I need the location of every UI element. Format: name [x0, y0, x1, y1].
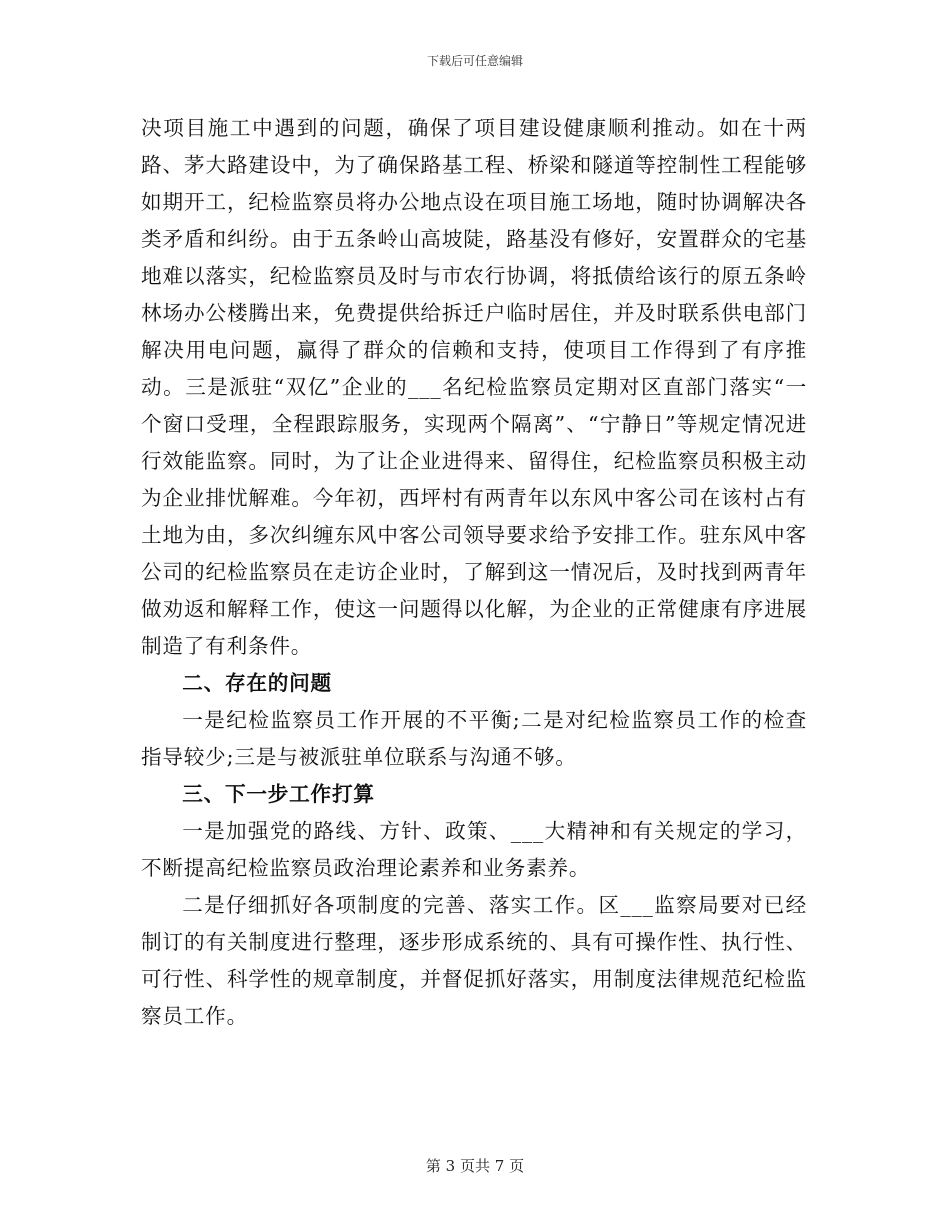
page-footer: 第 3 页共 7 页: [425, 1157, 525, 1175]
document-body: [141, 110, 807, 1035]
paragraph-problems: 一是纪检监察员工作开展的不平衡;二是对纪检监察员工作的检查指导较少;三是与被派驻单位联系与沟通不够。: [141, 708, 807, 769]
section-heading-problems: 二、存在的问题: [182, 671, 332, 695]
paragraph-next-steps-2: 二是仔细抓好各项制度的完善、落实工作。区___监察局要对已经制订的有关制度进行整理，逐步形成系统的、具有可操作性、执行性、可行性、科学性的规章制度，并督促抓好落实，用制度法律规范纪检监察员工作。: [141, 893, 807, 1028]
page-header: 下载后可任意编辑: [426, 54, 523, 68]
paragraph-next-steps-1: 一是加强党的路线、方针、政策、___大精神和有关规定的学习，不断提高纪检监察员政治理论素养和业务素养。: [141, 819, 807, 880]
section-heading-next-steps: 三、下一步工作打算: [182, 782, 375, 806]
paragraph-continued: 决项目施工中遇到的问题，确保了项目建设健康顺利推动。如在十两路、茅大路建设中，为了确保路基工程、桥梁和隧道等控制性工程能够如期开工，纪检监察员将办公地点设在项目施工场地，随时协调解决各类矛盾和纠纷。由于五条岭山高坡陡，路基没有修好，安置群众的宅基地难以落实，纪检监察员及时与市农行协调，将抵债给该行的原五条岭林场办公楼腾出来，免费提供给拆迁户临时居住，并及时联系供电部门解决用电问题，赢得了群众的信赖和支持，使项目工作得到了有序推动。三是派驻“双亿”企业的___名纪检监察员定期对区直部门落实“一个窗口受理，全程跟踪服务，实现两个隔离”、“宁静日”等规定情况进行效能监察。同时，为了让企业进得来、留得住，纪检监察员积极主动为企业排忧解难。今年初，西坪村有两青年以东风中客公司在该村占有土地为由，多次纠缠东风中客公司领导要求给予安排工作。驻东风中客公司的纪检监察员在走访企业时，了解到这一情况后，及时找到两青年做劝返和解释工作，使这一问题得以化解，为企业的正常健康有序进展制造了有利条件。: [141, 116, 807, 658]
